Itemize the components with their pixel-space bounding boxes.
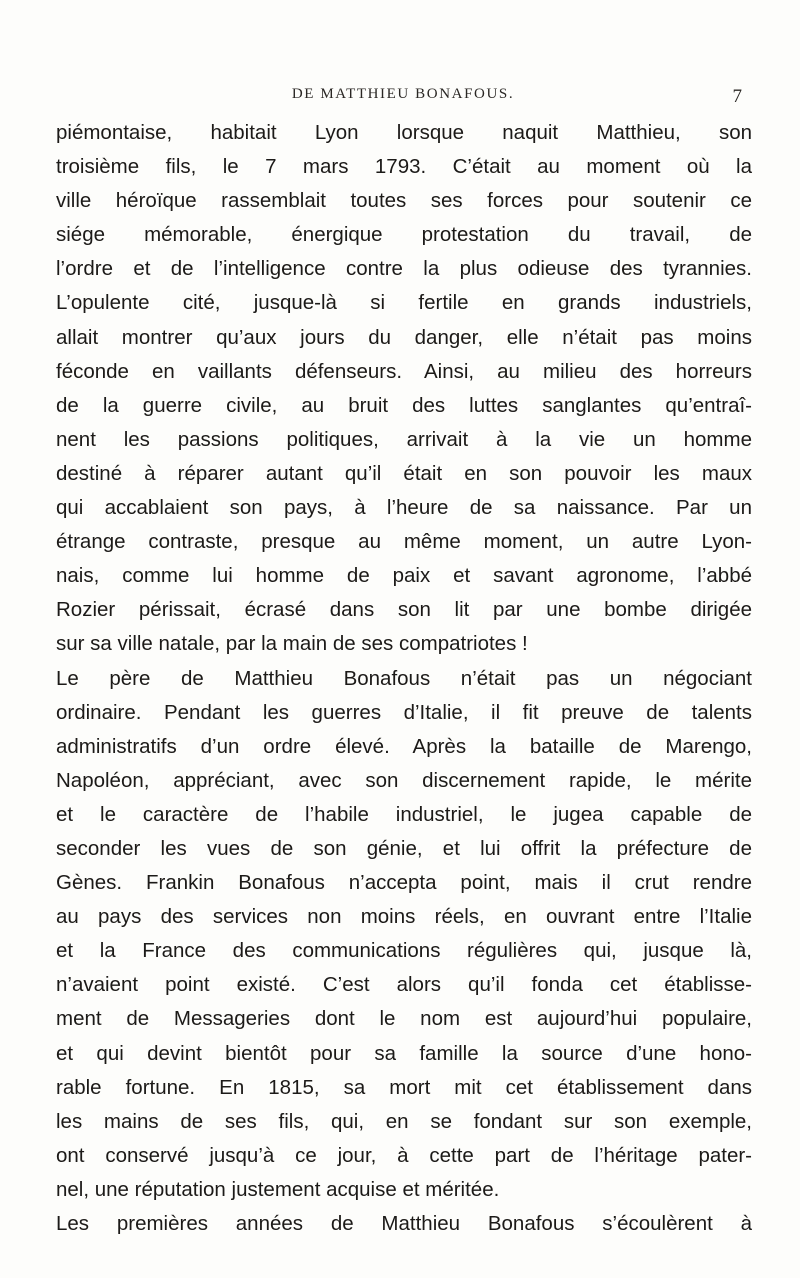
text-line: siége mémorable, énergique protestation du travail, de [56,223,752,247]
text-line: les mains de ses fils, qui, en se fondant sur son exemple, [56,1109,752,1133]
text-line: de la guerre civile, au bruit des luttes sanglantes qu’entraî- [56,393,752,417]
running-title: DE MATTHIEU BONAFOUS. [291,86,515,102]
text-line: Le père de Matthieu Bonafous n’était pas un négociant [56,666,752,690]
text-line: Napoléon, appréciant, avec son discernement rapide, le mérite [56,768,752,792]
text-line: Rozier périssait, écrasé dans son lit par une bombe dirigée [56,598,752,622]
text-line: ville héroïque rassemblait toutes ses forces pour soutenir ce [56,189,752,213]
text-line: et la France des communications régulières qui, jusque là, [56,939,752,963]
text-line: allait montrer qu’aux jours du danger, elle n’était pas moins [56,325,752,349]
text-line: n’avaient point existé. C’est alors qu’il fonda cet établisse- [56,973,752,997]
text-line: au pays des services non moins réels, en ouvrant entre l’Italie [56,905,752,929]
text-line: nent les passions politiques, arrivait à la vie un homme [56,427,752,451]
text-line: seconder les vues de son génie, et lui offrit la préfecture de [56,836,752,860]
text-line: rable fortune. En 1815, sa mort mit cet établissement dans [56,1075,752,1099]
text-line: nel, une réputation justement acquise et méritée. [56,1177,500,1201]
text-line: féconde en vaillants défenseurs. Ainsi, au milieu des horreurs [56,359,752,383]
running-head [56,86,750,108]
text-line: troisième fils, le 7 mars 1793. C’était au moment où la [56,155,752,179]
text-line: étrange contraste, presque au même moment, un autre Lyon- [56,530,752,554]
text-line: nais, comme lui homme de paix et savant agronome, l’abbé [56,564,752,588]
text-line: Gènes. Frankin Bonafous n’accepta point, mais il crut rendre [56,871,752,895]
text-line: ment de Messageries dont le nom est aujourd’hui populaire, [56,1007,752,1031]
body-text [56,116,752,1241]
text-line: ordinaire. Pendant les guerres d’Italie, il fit preuve de talents [56,700,752,724]
page-number: 7 [732,86,742,107]
text-line: L’opulente cité, jusque-là si fertile en grands industriels, [56,291,752,315]
text-line: piémontaise, habitait Lyon lorsque naquit Matthieu, son [56,121,752,144]
text-line: et qui devint bientôt pour sa famille la source d’une hono- [56,1041,752,1065]
text-line: sur sa ville natale, par la main de ses compatriotes ! [56,632,528,656]
text-line: Les premières années de Matthieu Bonafous s’écoulèrent à [56,1212,752,1235]
text-line: et le caractère de l’habile industriel, le jugea capable de [56,802,752,826]
text-line: destiné à réparer autant qu’il était en son pouvoir les maux [56,461,752,485]
text-line: administratifs d’un ordre élevé. Après la bataille de Marengo, [56,734,752,758]
text-line: ont conservé jusqu’à ce jour, à cette part de l’héritage pater- [56,1143,752,1167]
text-line: l’ordre et de l’intelligence contre la plus odieuse des tyrannies. [56,257,752,281]
text-line: qui accablaient son pays, à l’heure de sa naissance. Par un [56,496,752,520]
